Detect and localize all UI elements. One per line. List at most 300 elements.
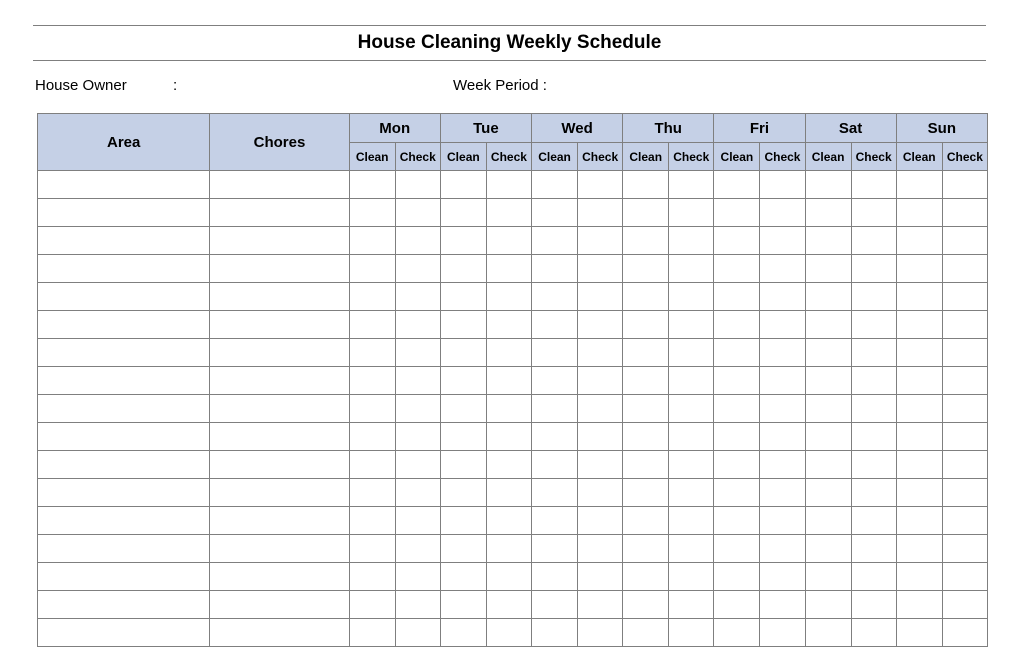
area-cell[interactable] (38, 507, 210, 535)
check-cell-wed[interactable] (578, 535, 623, 563)
area-cell[interactable] (38, 563, 210, 591)
clean-cell-thu[interactable] (623, 283, 669, 311)
check-cell-sat[interactable] (851, 619, 896, 647)
check-cell-sun[interactable] (942, 199, 987, 227)
day-header-mon: Mon (349, 114, 440, 143)
clean-cell-sun[interactable] (896, 395, 942, 423)
clean-header-tue: Clean (440, 143, 486, 171)
clean-cell-thu[interactable] (623, 171, 669, 199)
clean-cell-thu[interactable] (623, 479, 669, 507)
chores-cell[interactable] (210, 283, 349, 311)
table-row (38, 423, 988, 451)
check-cell-fri[interactable] (760, 591, 805, 619)
check-cell-tue[interactable] (486, 423, 531, 451)
area-cell[interactable] (38, 395, 210, 423)
check-cell-fri[interactable] (760, 283, 805, 311)
check-cell-wed[interactable] (578, 283, 623, 311)
clean-cell-sat[interactable] (805, 311, 851, 339)
check-cell-mon[interactable] (395, 451, 440, 479)
check-cell-mon[interactable] (395, 199, 440, 227)
clean-cell-wed[interactable] (531, 619, 577, 647)
chores-cell[interactable] (210, 395, 349, 423)
area-cell[interactable] (38, 591, 210, 619)
clean-cell-tue[interactable] (440, 535, 486, 563)
clean-cell-wed[interactable] (531, 423, 577, 451)
check-cell-fri[interactable] (760, 507, 805, 535)
check-cell-tue[interactable] (486, 479, 531, 507)
clean-cell-tue[interactable] (440, 451, 486, 479)
clean-cell-wed[interactable] (531, 395, 577, 423)
check-cell-thu[interactable] (669, 199, 714, 227)
table-row (38, 535, 988, 563)
check-cell-tue[interactable] (486, 171, 531, 199)
check-cell-sat[interactable] (851, 199, 896, 227)
clean-cell-sun[interactable] (896, 619, 942, 647)
check-cell-fri[interactable] (760, 255, 805, 283)
clean-cell-sat[interactable] (805, 451, 851, 479)
check-cell-mon[interactable] (395, 563, 440, 591)
check-cell-fri[interactable] (760, 423, 805, 451)
area-cell[interactable] (38, 171, 210, 199)
chores-cell[interactable] (210, 227, 349, 255)
area-cell[interactable] (38, 479, 210, 507)
check-cell-wed[interactable] (578, 255, 623, 283)
clean-cell-fri[interactable] (714, 171, 760, 199)
clean-cell-tue[interactable] (440, 479, 486, 507)
check-cell-sat[interactable] (851, 423, 896, 451)
check-cell-mon[interactable] (395, 255, 440, 283)
check-cell-mon[interactable] (395, 619, 440, 647)
clean-cell-mon[interactable] (349, 283, 395, 311)
clean-cell-tue[interactable] (440, 367, 486, 395)
table-row (38, 171, 988, 199)
check-cell-tue[interactable] (486, 535, 531, 563)
check-cell-sun[interactable] (942, 367, 987, 395)
clean-cell-sun[interactable] (896, 199, 942, 227)
chores-header: Chores (210, 114, 349, 171)
clean-cell-sun[interactable] (896, 563, 942, 591)
clean-cell-wed[interactable] (531, 255, 577, 283)
clean-cell-mon[interactable] (349, 199, 395, 227)
check-cell-mon[interactable] (395, 479, 440, 507)
clean-cell-fri[interactable] (714, 479, 760, 507)
page-title: House Cleaning Weekly Schedule (357, 32, 662, 53)
check-cell-fri[interactable] (760, 395, 805, 423)
check-cell-wed[interactable] (578, 507, 623, 535)
area-cell[interactable] (38, 367, 210, 395)
check-cell-wed[interactable] (578, 395, 623, 423)
clean-cell-sun[interactable] (896, 451, 942, 479)
check-cell-sat[interactable] (851, 171, 896, 199)
clean-cell-tue[interactable] (440, 227, 486, 255)
clean-cell-sat[interactable] (805, 619, 851, 647)
chores-cell[interactable] (210, 535, 349, 563)
check-cell-sat[interactable] (851, 451, 896, 479)
table-row (38, 199, 988, 227)
check-cell-sat[interactable] (851, 479, 896, 507)
clean-cell-wed[interactable] (531, 479, 577, 507)
check-cell-thu[interactable] (669, 227, 714, 255)
clean-cell-sun[interactable] (896, 367, 942, 395)
clean-cell-sat[interactable] (805, 423, 851, 451)
check-header-sun: Check (942, 143, 987, 171)
clean-cell-sat[interactable] (805, 507, 851, 535)
clean-cell-fri[interactable] (714, 311, 760, 339)
clean-cell-sat[interactable] (805, 367, 851, 395)
clean-cell-sun[interactable] (896, 507, 942, 535)
clean-cell-fri[interactable] (714, 591, 760, 619)
check-cell-mon[interactable] (395, 395, 440, 423)
clean-cell-sat[interactable] (805, 339, 851, 367)
check-cell-wed[interactable] (578, 311, 623, 339)
clean-cell-sun[interactable] (896, 227, 942, 255)
check-cell-sun[interactable] (942, 479, 987, 507)
check-cell-thu[interactable] (669, 339, 714, 367)
clean-cell-thu[interactable] (623, 367, 669, 395)
clean-cell-mon[interactable] (349, 339, 395, 367)
check-cell-thu[interactable] (669, 255, 714, 283)
check-cell-mon[interactable] (395, 367, 440, 395)
check-cell-fri[interactable] (760, 451, 805, 479)
clean-cell-wed[interactable] (531, 507, 577, 535)
check-cell-wed[interactable] (578, 339, 623, 367)
check-cell-tue[interactable] (486, 395, 531, 423)
clean-cell-sat[interactable] (805, 535, 851, 563)
chores-cell[interactable] (210, 255, 349, 283)
check-cell-sun[interactable] (942, 423, 987, 451)
check-cell-fri[interactable] (760, 535, 805, 563)
clean-cell-fri[interactable] (714, 283, 760, 311)
clean-cell-wed[interactable] (531, 451, 577, 479)
clean-cell-thu[interactable] (623, 451, 669, 479)
clean-cell-tue[interactable] (440, 423, 486, 451)
check-cell-fri[interactable] (760, 311, 805, 339)
check-cell-mon[interactable] (395, 171, 440, 199)
clean-cell-mon[interactable] (349, 171, 395, 199)
clean-cell-wed[interactable] (531, 227, 577, 255)
table-row (38, 395, 988, 423)
check-cell-sat[interactable] (851, 227, 896, 255)
clean-cell-mon[interactable] (349, 227, 395, 255)
clean-cell-mon[interactable] (349, 563, 395, 591)
check-cell-sun[interactable] (942, 227, 987, 255)
clean-cell-wed[interactable] (531, 591, 577, 619)
clean-cell-sun[interactable] (896, 339, 942, 367)
clean-cell-sun[interactable] (896, 255, 942, 283)
clean-cell-fri[interactable] (714, 619, 760, 647)
clean-cell-tue[interactable] (440, 171, 486, 199)
check-cell-sun[interactable] (942, 507, 987, 535)
clean-cell-thu[interactable] (623, 591, 669, 619)
check-cell-tue[interactable] (486, 619, 531, 647)
check-cell-mon[interactable] (395, 423, 440, 451)
clean-cell-mon[interactable] (349, 367, 395, 395)
check-cell-tue[interactable] (486, 227, 531, 255)
clean-cell-fri[interactable] (714, 395, 760, 423)
clean-cell-fri[interactable] (714, 255, 760, 283)
clean-cell-fri[interactable] (714, 563, 760, 591)
clean-cell-wed[interactable] (531, 283, 577, 311)
clean-cell-sat[interactable] (805, 199, 851, 227)
chores-cell[interactable] (210, 423, 349, 451)
check-cell-mon[interactable] (395, 227, 440, 255)
chores-cell[interactable] (210, 563, 349, 591)
clean-cell-tue[interactable] (440, 619, 486, 647)
check-cell-sat[interactable] (851, 311, 896, 339)
chores-cell[interactable] (210, 171, 349, 199)
check-cell-sun[interactable] (942, 535, 987, 563)
clean-cell-mon[interactable] (349, 451, 395, 479)
check-cell-sat[interactable] (851, 367, 896, 395)
clean-cell-mon[interactable] (349, 591, 395, 619)
check-cell-mon[interactable] (395, 311, 440, 339)
clean-cell-sat[interactable] (805, 283, 851, 311)
clean-cell-sun[interactable] (896, 479, 942, 507)
check-cell-sun[interactable] (942, 283, 987, 311)
check-cell-thu[interactable] (669, 283, 714, 311)
check-cell-thu[interactable] (669, 311, 714, 339)
clean-cell-thu[interactable] (623, 535, 669, 563)
area-cell[interactable] (38, 451, 210, 479)
check-cell-sat[interactable] (851, 255, 896, 283)
check-cell-mon[interactable] (395, 283, 440, 311)
check-header-sat: Check (851, 143, 896, 171)
check-cell-wed[interactable] (578, 199, 623, 227)
chores-cell[interactable] (210, 591, 349, 619)
table-row (38, 451, 988, 479)
check-cell-thu[interactable] (669, 171, 714, 199)
check-cell-thu[interactable] (669, 619, 714, 647)
check-cell-tue[interactable] (486, 199, 531, 227)
clean-cell-fri[interactable] (714, 535, 760, 563)
clean-cell-fri[interactable] (714, 339, 760, 367)
chores-cell[interactable] (210, 479, 349, 507)
clean-cell-sat[interactable] (805, 255, 851, 283)
clean-cell-wed[interactable] (531, 535, 577, 563)
check-cell-mon[interactable] (395, 339, 440, 367)
clean-cell-thu[interactable] (623, 199, 669, 227)
house-owner-label: House Owner (35, 77, 127, 94)
clean-cell-fri[interactable] (714, 227, 760, 255)
check-cell-sun[interactable] (942, 171, 987, 199)
check-cell-fri[interactable] (760, 171, 805, 199)
clean-cell-wed[interactable] (531, 311, 577, 339)
check-cell-sun[interactable] (942, 395, 987, 423)
area-cell[interactable] (38, 199, 210, 227)
clean-cell-wed[interactable] (531, 563, 577, 591)
clean-cell-thu[interactable] (623, 395, 669, 423)
clean-cell-wed[interactable] (531, 171, 577, 199)
clean-cell-tue[interactable] (440, 395, 486, 423)
check-cell-wed[interactable] (578, 423, 623, 451)
clean-cell-thu[interactable] (623, 311, 669, 339)
clean-cell-mon[interactable] (349, 311, 395, 339)
check-cell-wed[interactable] (578, 591, 623, 619)
clean-cell-thu[interactable] (623, 507, 669, 535)
chores-cell[interactable] (210, 507, 349, 535)
clean-cell-thu[interactable] (623, 255, 669, 283)
check-cell-sat[interactable] (851, 395, 896, 423)
table-row (38, 227, 988, 255)
check-cell-thu[interactable] (669, 507, 714, 535)
check-cell-tue[interactable] (486, 339, 531, 367)
clean-cell-mon[interactable] (349, 255, 395, 283)
check-cell-sun[interactable] (942, 563, 987, 591)
check-cell-sat[interactable] (851, 339, 896, 367)
clean-cell-thu[interactable] (623, 423, 669, 451)
clean-cell-fri[interactable] (714, 451, 760, 479)
check-cell-wed[interactable] (578, 171, 623, 199)
check-cell-tue[interactable] (486, 311, 531, 339)
area-cell[interactable] (38, 535, 210, 563)
table-row (38, 283, 988, 311)
check-cell-tue[interactable] (486, 283, 531, 311)
clean-cell-mon[interactable] (349, 507, 395, 535)
clean-cell-mon[interactable] (349, 479, 395, 507)
check-cell-tue[interactable] (486, 563, 531, 591)
clean-cell-sun[interactable] (896, 591, 942, 619)
chores-cell[interactable] (210, 619, 349, 647)
check-header-mon: Check (395, 143, 440, 171)
check-cell-tue[interactable] (486, 591, 531, 619)
clean-cell-fri[interactable] (714, 423, 760, 451)
check-cell-thu[interactable] (669, 535, 714, 563)
title-bottom-rule (33, 60, 986, 61)
check-cell-sat[interactable] (851, 507, 896, 535)
check-cell-mon[interactable] (395, 507, 440, 535)
clean-cell-wed[interactable] (531, 199, 577, 227)
check-cell-wed[interactable] (578, 451, 623, 479)
area-cell[interactable] (38, 255, 210, 283)
clean-cell-thu[interactable] (623, 563, 669, 591)
check-cell-wed[interactable] (578, 619, 623, 647)
clean-cell-thu[interactable] (623, 227, 669, 255)
check-cell-sun[interactable] (942, 339, 987, 367)
check-cell-tue[interactable] (486, 255, 531, 283)
clean-cell-sat[interactable] (805, 395, 851, 423)
check-cell-sun[interactable] (942, 619, 987, 647)
clean-cell-sun[interactable] (896, 535, 942, 563)
area-cell[interactable] (38, 423, 210, 451)
clean-cell-tue[interactable] (440, 563, 486, 591)
clean-cell-tue[interactable] (440, 255, 486, 283)
clean-cell-sun[interactable] (896, 311, 942, 339)
area-cell[interactable] (38, 227, 210, 255)
clean-header-mon: Clean (349, 143, 395, 171)
clean-cell-sun[interactable] (896, 283, 942, 311)
clean-cell-mon[interactable] (349, 423, 395, 451)
clean-cell-fri[interactable] (714, 199, 760, 227)
check-cell-mon[interactable] (395, 591, 440, 619)
table-row (38, 367, 988, 395)
check-cell-sun[interactable] (942, 591, 987, 619)
check-cell-fri[interactable] (760, 339, 805, 367)
check-header-wed: Check (578, 143, 623, 171)
chores-cell[interactable] (210, 367, 349, 395)
clean-cell-sat[interactable] (805, 227, 851, 255)
house-owner-colon: : (173, 77, 178, 94)
clean-cell-sat[interactable] (805, 171, 851, 199)
clean-header-sun: Clean (896, 143, 942, 171)
clean-cell-mon[interactable] (349, 619, 395, 647)
area-header: Area (38, 114, 210, 171)
clean-cell-tue[interactable] (440, 283, 486, 311)
check-cell-tue[interactable] (486, 507, 531, 535)
check-cell-thu[interactable] (669, 423, 714, 451)
chores-cell[interactable] (210, 339, 349, 367)
check-cell-wed[interactable] (578, 367, 623, 395)
clean-cell-sat[interactable] (805, 479, 851, 507)
check-cell-fri[interactable] (760, 199, 805, 227)
day-header-wed: Wed (531, 114, 622, 143)
check-cell-tue[interactable] (486, 367, 531, 395)
clean-cell-tue[interactable] (440, 311, 486, 339)
check-cell-sun[interactable] (942, 311, 987, 339)
check-cell-sat[interactable] (851, 591, 896, 619)
clean-cell-wed[interactable] (531, 367, 577, 395)
check-cell-sat[interactable] (851, 563, 896, 591)
check-cell-mon[interactable] (395, 535, 440, 563)
check-cell-fri[interactable] (760, 563, 805, 591)
check-cell-fri[interactable] (760, 619, 805, 647)
clean-cell-thu[interactable] (623, 619, 669, 647)
clean-cell-tue[interactable] (440, 591, 486, 619)
day-header-tue: Tue (440, 114, 531, 143)
clean-cell-sun[interactable] (896, 171, 942, 199)
check-cell-wed[interactable] (578, 227, 623, 255)
clean-cell-sun[interactable] (896, 423, 942, 451)
clean-cell-fri[interactable] (714, 507, 760, 535)
area-cell[interactable] (38, 283, 210, 311)
check-cell-sat[interactable] (851, 283, 896, 311)
day-header-row (38, 114, 988, 143)
chores-cell[interactable] (210, 199, 349, 227)
clean-cell-sat[interactable] (805, 563, 851, 591)
check-cell-wed[interactable] (578, 479, 623, 507)
check-cell-thu[interactable] (669, 563, 714, 591)
area-cell[interactable] (38, 311, 210, 339)
clean-cell-thu[interactable] (623, 339, 669, 367)
check-cell-thu[interactable] (669, 367, 714, 395)
week-period-label: Week Period : (453, 77, 547, 94)
clean-cell-mon[interactable] (349, 395, 395, 423)
check-cell-thu[interactable] (669, 591, 714, 619)
check-cell-fri[interactable] (760, 227, 805, 255)
chores-cell[interactable] (210, 451, 349, 479)
check-cell-fri[interactable] (760, 479, 805, 507)
clean-cell-sat[interactable] (805, 591, 851, 619)
check-cell-tue[interactable] (486, 451, 531, 479)
check-cell-sun[interactable] (942, 255, 987, 283)
check-cell-sat[interactable] (851, 535, 896, 563)
check-cell-thu[interactable] (669, 395, 714, 423)
chores-cell[interactable] (210, 311, 349, 339)
top-rule (33, 25, 986, 26)
clean-cell-wed[interactable] (531, 339, 577, 367)
check-cell-thu[interactable] (669, 479, 714, 507)
check-cell-thu[interactable] (669, 451, 714, 479)
clean-cell-fri[interactable] (714, 367, 760, 395)
clean-cell-tue[interactable] (440, 339, 486, 367)
clean-cell-tue[interactable] (440, 199, 486, 227)
check-cell-fri[interactable] (760, 367, 805, 395)
area-cell[interactable] (38, 339, 210, 367)
clean-cell-tue[interactable] (440, 507, 486, 535)
area-cell[interactable] (38, 619, 210, 647)
clean-cell-mon[interactable] (349, 535, 395, 563)
check-cell-sun[interactable] (942, 451, 987, 479)
check-cell-wed[interactable] (578, 563, 623, 591)
